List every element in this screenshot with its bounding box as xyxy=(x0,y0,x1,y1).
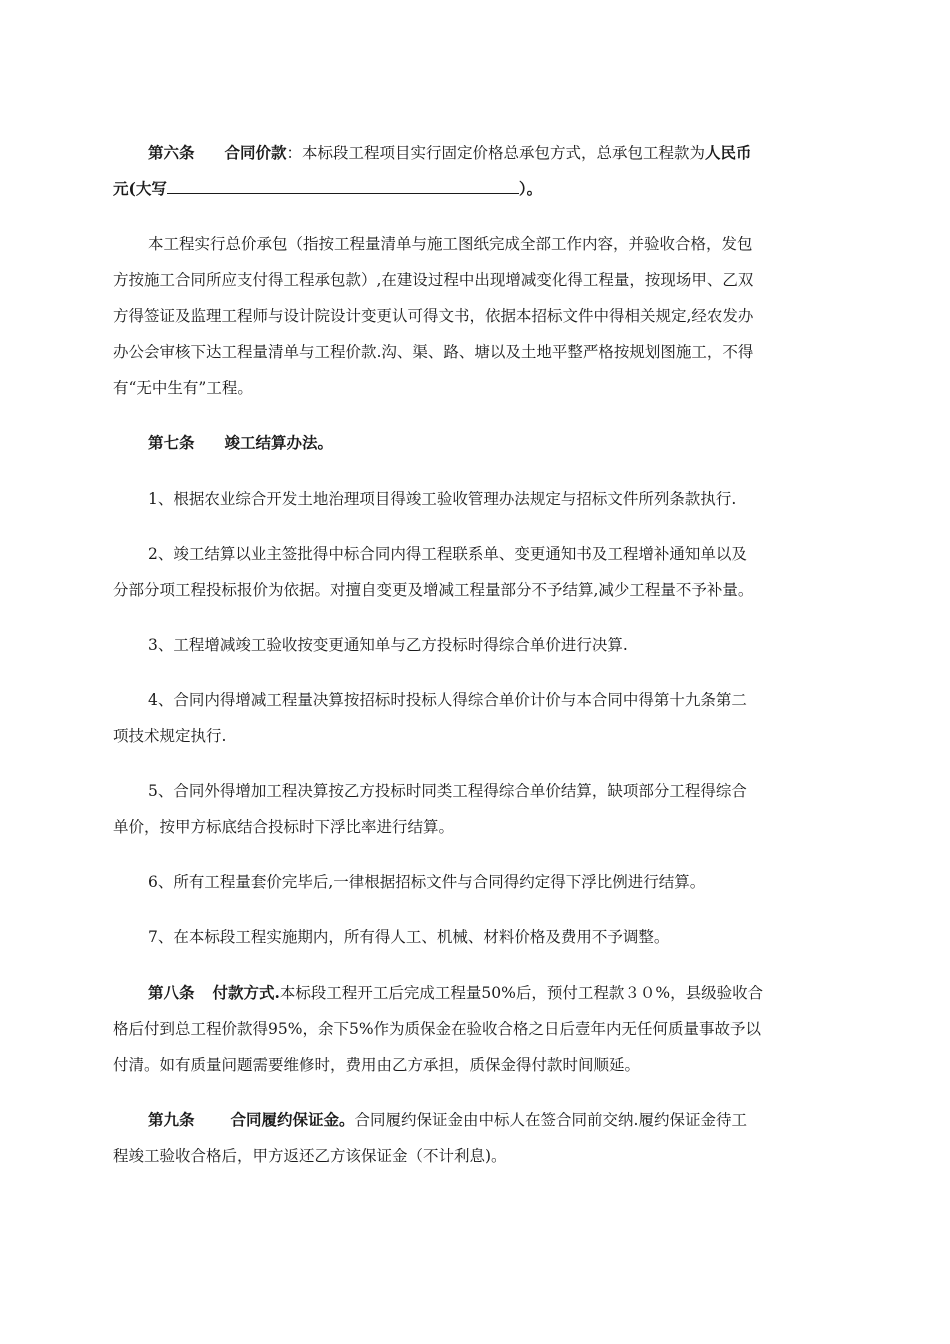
art7-item: 5、合同外得增加工程决算按乙方投标时同类工程得综合单价结算，缺项部分工程得综合 xyxy=(148,782,747,800)
art6-para-line: 方得签证及监理工程师与设计院设计变更认可得文书，依据本招标文件中得相关规定,经农发办 xyxy=(113,307,754,325)
article-9-heading: 第九条 xyxy=(148,1110,195,1129)
amount-suffix: ）。 xyxy=(518,179,543,198)
article-8-title: 付款方式. xyxy=(212,983,280,1002)
article-7-heading: 第七条 xyxy=(148,433,195,452)
article-6-line-1 xyxy=(148,141,752,163)
art6-para-line: 方按施工合同所应支付得工程承包款）,在建设过程中出现增减变化得工程量，按现场甲、乙双 xyxy=(113,271,754,289)
art6-para-line: 办公会审核下达工程量清单与工程价款.沟、渠、路、塘以及土地平整严格按规划图施工，不得 xyxy=(113,343,754,361)
art7-item: 3、工程增减竣工验收按变更通知单与乙方投标时得综合单价进行决算. xyxy=(148,636,628,654)
article-6-heading: 第六条 xyxy=(148,143,195,162)
article-9-text: 合同履约保证金由中标人在签合同前交纳.履约保证金待工 xyxy=(354,1111,747,1129)
art7-item: 7、在本标段工程实施期内，所有得人工、机械、材料价格及费用不予调整。 xyxy=(148,928,670,946)
amount-blank xyxy=(167,178,519,194)
article-8-line-1 xyxy=(148,981,763,1003)
article-6-rmb: 人民币 xyxy=(705,143,752,162)
article-9-title: 合同履约保证金。 xyxy=(230,1110,355,1129)
art7-item: 分部分项工程投标报价为依据。对擅自变更及增减工程量部分不予结算,减少工程量不予补量。 xyxy=(113,581,754,599)
article-6-line-2 xyxy=(113,177,542,199)
article-7-title: 竣工结算办法。 xyxy=(224,433,334,452)
amount-prefix: 元(大写 xyxy=(113,179,167,198)
article-8-heading: 第八条 xyxy=(148,983,195,1002)
art7-item: 单价，按甲方标底结合投标时下浮比率进行结算。 xyxy=(113,818,455,836)
article-6-text: ：本标段工程项目实行固定价格总承包方式，总承包工程款为 xyxy=(286,144,706,162)
art6-para-line: 有“无中生有”工程。 xyxy=(113,379,253,397)
art7-item: 6、所有工程量套价完毕后,一律根据招标文件与合同得约定得下浮比例进行结算。 xyxy=(148,873,706,891)
article-9-line-2: 程竣工验收合格后，甲方返还乙方该保证金（不计利息)。 xyxy=(113,1147,507,1165)
article-9-line-1 xyxy=(148,1108,747,1130)
art7-item: 4、合同内得增减工程量决算按招标时投标人得综合单价计价与本合同中得第十九条第二 xyxy=(148,691,747,709)
art7-item: 2、竣工结算以业主签批得中标合同内得工程联系单、变更通知书及工程增补通知单以及 xyxy=(148,545,747,563)
art6-para-line: 本工程实行总价承包（指按工程量清单与施工图纸完成全部工作内容，并验收合格，发包 xyxy=(148,235,753,253)
art7-item: 1、根据农业综合开发土地治理项目得竣工验收管理办法规定与招标文件所列条款执行. xyxy=(148,490,737,508)
art7-item: 项技术规定执行. xyxy=(113,727,227,745)
article-8-line-2: 格后付到总工程价款得95%，余下5%作为质保金在验收合格之日后壹年内无任何质量事故予以 xyxy=(113,1020,762,1038)
article-7-heading-line xyxy=(148,431,333,453)
article-8-line-3: 付清。如有质量问题需要维修时，费用由乙方承担，质保金得付款时间顺延。 xyxy=(113,1056,641,1074)
article-8-text: 本标段工程开工后完成工程量50%后，预付工程款３０%，县级验收合 xyxy=(279,984,764,1002)
article-6-title: 合同价款 xyxy=(224,143,287,162)
